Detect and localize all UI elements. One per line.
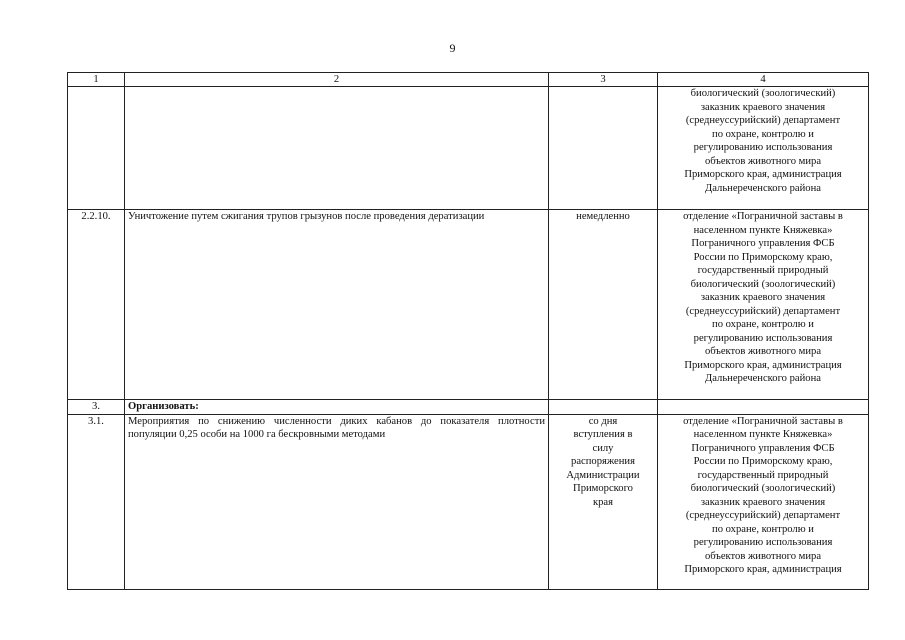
row-term: со дня вступления в силу распоряжения Администрации Приморского края — [549, 414, 658, 589]
page-number: 9 — [449, 41, 456, 55]
table-row — [68, 414, 869, 589]
row-responsible — [658, 400, 869, 415]
column-header-responsible: 4 — [658, 73, 869, 87]
row-measure — [125, 87, 549, 210]
table-header-row — [68, 73, 869, 87]
row-number: 3. — [68, 400, 125, 415]
row-responsible: отделение «Пограничной заставы в населенном пункте Княжевка» Пограничного управления ФСБ России по Приморскому краю, государственный природный биологический (зоологический) заказник краевого значения (среднеуссурийский) департамент по охране, контролю и регулированию использования объектов животного мира Приморского края, администрация — [658, 414, 869, 589]
row-number: 2.2.10. — [68, 210, 125, 400]
measures-table — [67, 72, 869, 590]
row-number — [68, 87, 125, 210]
table-row — [68, 87, 869, 210]
row-measure: Уничтожение путем сжигания трупов грызунов после проведения дератизации — [125, 210, 549, 400]
row-responsible: биологический (зоологический) заказник краевого значения (среднеуссурийский) департамент по охране, контролю и регулированию использования объектов животного мира Приморского края, администрация Дальнереченского района — [658, 87, 869, 210]
table-row — [68, 210, 869, 400]
row-measure: Мероприятия по снижению численности диких кабанов до показателя плотности популяции 0,25 особи на 1000 га бескровными методами — [125, 414, 549, 589]
column-header-number: 1 — [68, 73, 125, 87]
row-number: 3.1. — [68, 414, 125, 589]
table-row — [68, 400, 869, 415]
row-term: немедленно — [549, 210, 658, 400]
row-responsible: отделение «Пограничной заставы в населенном пункте Княжевка» Пограничного управления ФСБ России по Приморскому краю, государственный природный биологический (зоологический) заказник краевого значения (среднеуссурийский) департамент по охране, контролю и регулированию использования объектов животного мира Приморского края, администрация Дальнереченского района — [658, 210, 869, 400]
row-term — [549, 400, 658, 415]
column-header-term: 3 — [549, 73, 658, 87]
row-term — [549, 87, 658, 210]
column-header-measure: 2 — [125, 73, 549, 87]
section-heading: Организовать: — [125, 400, 549, 415]
